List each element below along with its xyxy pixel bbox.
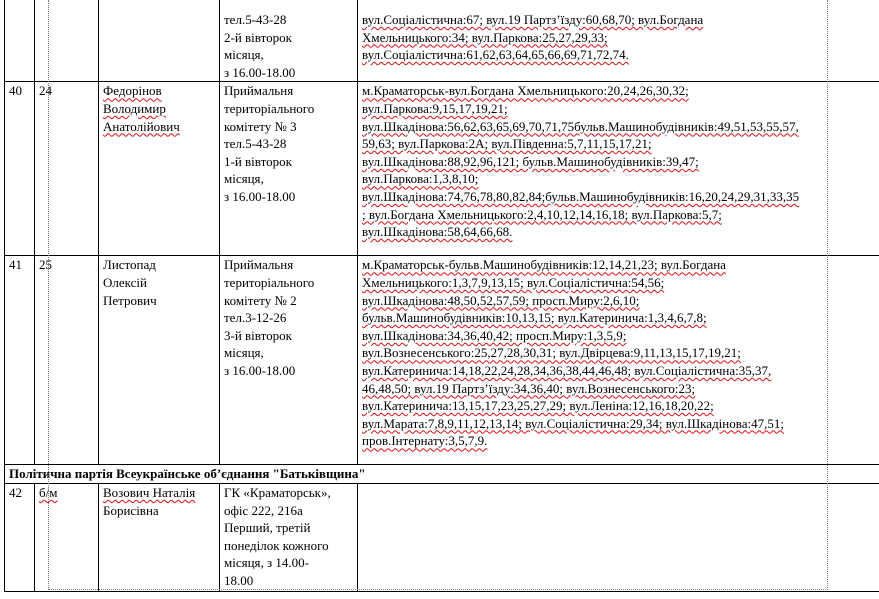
cell-reception bbox=[220, 256, 358, 465]
cell-number bbox=[5, 0, 35, 82]
deputies-reception-table bbox=[4, 0, 879, 592]
address-line: ; вул.Богдана Хмельницького:2,4,10,12,14,16,18; вул.Паркова:5,7; bbox=[362, 206, 722, 222]
address-line: вул.Шкадінова:48,50,52,57,59; просп.Миру:2,6,10; bbox=[362, 292, 640, 308]
table-row bbox=[5, 82, 879, 256]
reception-line: комітету № 2 bbox=[224, 292, 297, 308]
address-line: 59,63; вул.Паркова:2А; вул.Південна:5,7,11,15,17,21; bbox=[362, 136, 652, 152]
address-line: вул.Соціалістична:61,62,63,64,65,66,69,71,72,74. bbox=[362, 47, 629, 63]
cell-district: 25 bbox=[35, 256, 99, 465]
cell-reception bbox=[220, 0, 358, 82]
reception-line: Приймальня bbox=[224, 83, 294, 99]
cell-addresses bbox=[358, 0, 879, 82]
name-line: Петрович bbox=[103, 292, 157, 308]
cell-number: 40 bbox=[5, 82, 35, 256]
name-line: Возович Наталія bbox=[103, 484, 196, 500]
address-line: вул.Шкадінова:74,76,78,80,82,84;бульв.Машинобудівників:16,20,24,29,31,33,35 bbox=[362, 188, 800, 204]
reception-line: з 16.00-18.00 bbox=[224, 188, 296, 204]
reception-line: офіс 222, 216а bbox=[224, 502, 303, 518]
address-line: м.Краматорськ-бульв.Машинобудівників:12,14,21,23; вул.Богдана bbox=[362, 257, 726, 273]
reception-line: місяця, з 14.00- bbox=[224, 555, 309, 571]
cell-name bbox=[99, 0, 220, 82]
text-boundary-left bbox=[48, 0, 49, 590]
cell-name bbox=[99, 256, 220, 465]
cell-addresses bbox=[358, 483, 879, 591]
address-line: бульв.Машинобудівників:10,13,15; вул.Катеринича:1,3,4,6,7,8; bbox=[362, 310, 707, 326]
cell-addresses bbox=[358, 256, 879, 465]
reception-line: з 16.00-18.00 bbox=[224, 362, 296, 378]
address-line: вул.Катеринича:13,15,17,23,25,27,29; вул.Леніна:12,16,18,20,22; bbox=[362, 398, 714, 414]
reception-line: 18.00 bbox=[224, 572, 254, 588]
cell-district: 24 bbox=[35, 82, 99, 256]
reception-line: територіального bbox=[224, 100, 315, 116]
address-line: вул.Паркова:9,15,17,19,21; bbox=[362, 100, 508, 116]
address-line: вул.Катеринича:14,18,22,24,28,34,36,38,44,46,48; вул.Соціалістична:35,37, bbox=[362, 362, 772, 378]
party-header-row bbox=[5, 465, 879, 484]
reception-line: місяця, bbox=[224, 47, 264, 63]
reception-line: місяця, bbox=[224, 171, 264, 187]
cell-number: 41 bbox=[5, 256, 35, 465]
district-value: б/м bbox=[39, 484, 58, 500]
party-header: Політична партія Всеукраїнське об’єднання "Батьківщина" bbox=[5, 465, 879, 484]
address-line: Хмельницького:34; вул.Паркова:25,27,29,33; bbox=[362, 29, 608, 45]
name-line: Борисівна bbox=[103, 502, 159, 518]
address-line: пров.Інтернату:3,5,7,9. bbox=[362, 433, 488, 449]
address-line: Хмельницького:1,3,7,9,13,15; вул.Соціалістична:54,56; bbox=[362, 274, 665, 290]
reception-line: тел.3-12-26 bbox=[224, 310, 287, 326]
address-line: вул.Паркова:1,3,8,10; bbox=[362, 171, 479, 187]
address-line: вул.Шкадінова:56,62,63,65,69,70,71,75бульв.Машинобудівників:49,51,53,55,57, bbox=[362, 118, 799, 134]
name-line: Володимир bbox=[103, 100, 166, 116]
address-line: вул.Вознесенського:25,27,28,30,31; вул.Двірцева:9,11,13,15,17,19,21; bbox=[362, 345, 741, 361]
reception-line: місяця, bbox=[224, 345, 264, 361]
cell-addresses bbox=[358, 82, 879, 256]
cell-number: 42 bbox=[5, 483, 35, 591]
reception-line: 2-й вівторок bbox=[224, 29, 292, 45]
address-line: вул.Марата:7,8,9,11,12,13,14; вул.Соціалістична:29,34; вул.Шкадінова:47,51; bbox=[362, 415, 784, 431]
address-line: 46,48,50; вул.19 Партз’їзду:34,36,40; вул.Вознесенського:23; bbox=[362, 380, 696, 396]
cell-reception bbox=[220, 483, 358, 591]
reception-line: з 16.00-18.00 bbox=[224, 64, 296, 80]
name-line: Федорінов bbox=[103, 83, 162, 99]
text-boundary-bottom bbox=[48, 589, 828, 590]
cell-reception bbox=[220, 82, 358, 256]
address-line: вул.Шкадінова:88,92,96,121; бульв.Машинобудівників:39,47; bbox=[362, 153, 699, 169]
address-line: вул.Шкадінова:34,36,40,42; просп.Миру:1,3,5,9; bbox=[362, 327, 627, 343]
table-row-fragment bbox=[5, 0, 879, 82]
address-line: вул.Соціалістична:67; вул.19 Партз’їзду:60,68,70; вул.Богдана bbox=[362, 12, 704, 27]
reception-line: Приймальня bbox=[224, 257, 294, 273]
reception-line: тел.5-43-28 bbox=[224, 12, 287, 27]
reception-line: тел.5-43-28 bbox=[224, 136, 287, 152]
name-line: Анатолійович bbox=[103, 118, 180, 134]
reception-line: понеділок кожного bbox=[224, 537, 329, 553]
reception-line: територіального bbox=[224, 274, 315, 290]
reception-line: 1-й вівторок bbox=[224, 153, 292, 169]
reception-line: комітету № 3 bbox=[224, 118, 297, 134]
table-row bbox=[5, 256, 879, 465]
address-line: вул.Шкадінова:58,64,66,68. bbox=[362, 224, 513, 240]
table-row bbox=[5, 483, 879, 591]
cell-name bbox=[99, 483, 220, 591]
cell-district bbox=[35, 0, 99, 82]
name-line: Олексій bbox=[103, 274, 147, 290]
reception-line: Перший, третій bbox=[224, 520, 311, 536]
reception-line: ГК «Краматорськ», bbox=[224, 484, 331, 500]
cell-district bbox=[35, 483, 99, 591]
text-boundary-right bbox=[827, 0, 828, 590]
name-line: Листопад bbox=[103, 257, 156, 273]
cell-name bbox=[99, 82, 220, 256]
address-line: м.Краматорськ-вул.Богдана Хмельницького:20,24,26,30,32; bbox=[362, 83, 689, 99]
reception-line: 3-й вівторок bbox=[224, 327, 292, 343]
